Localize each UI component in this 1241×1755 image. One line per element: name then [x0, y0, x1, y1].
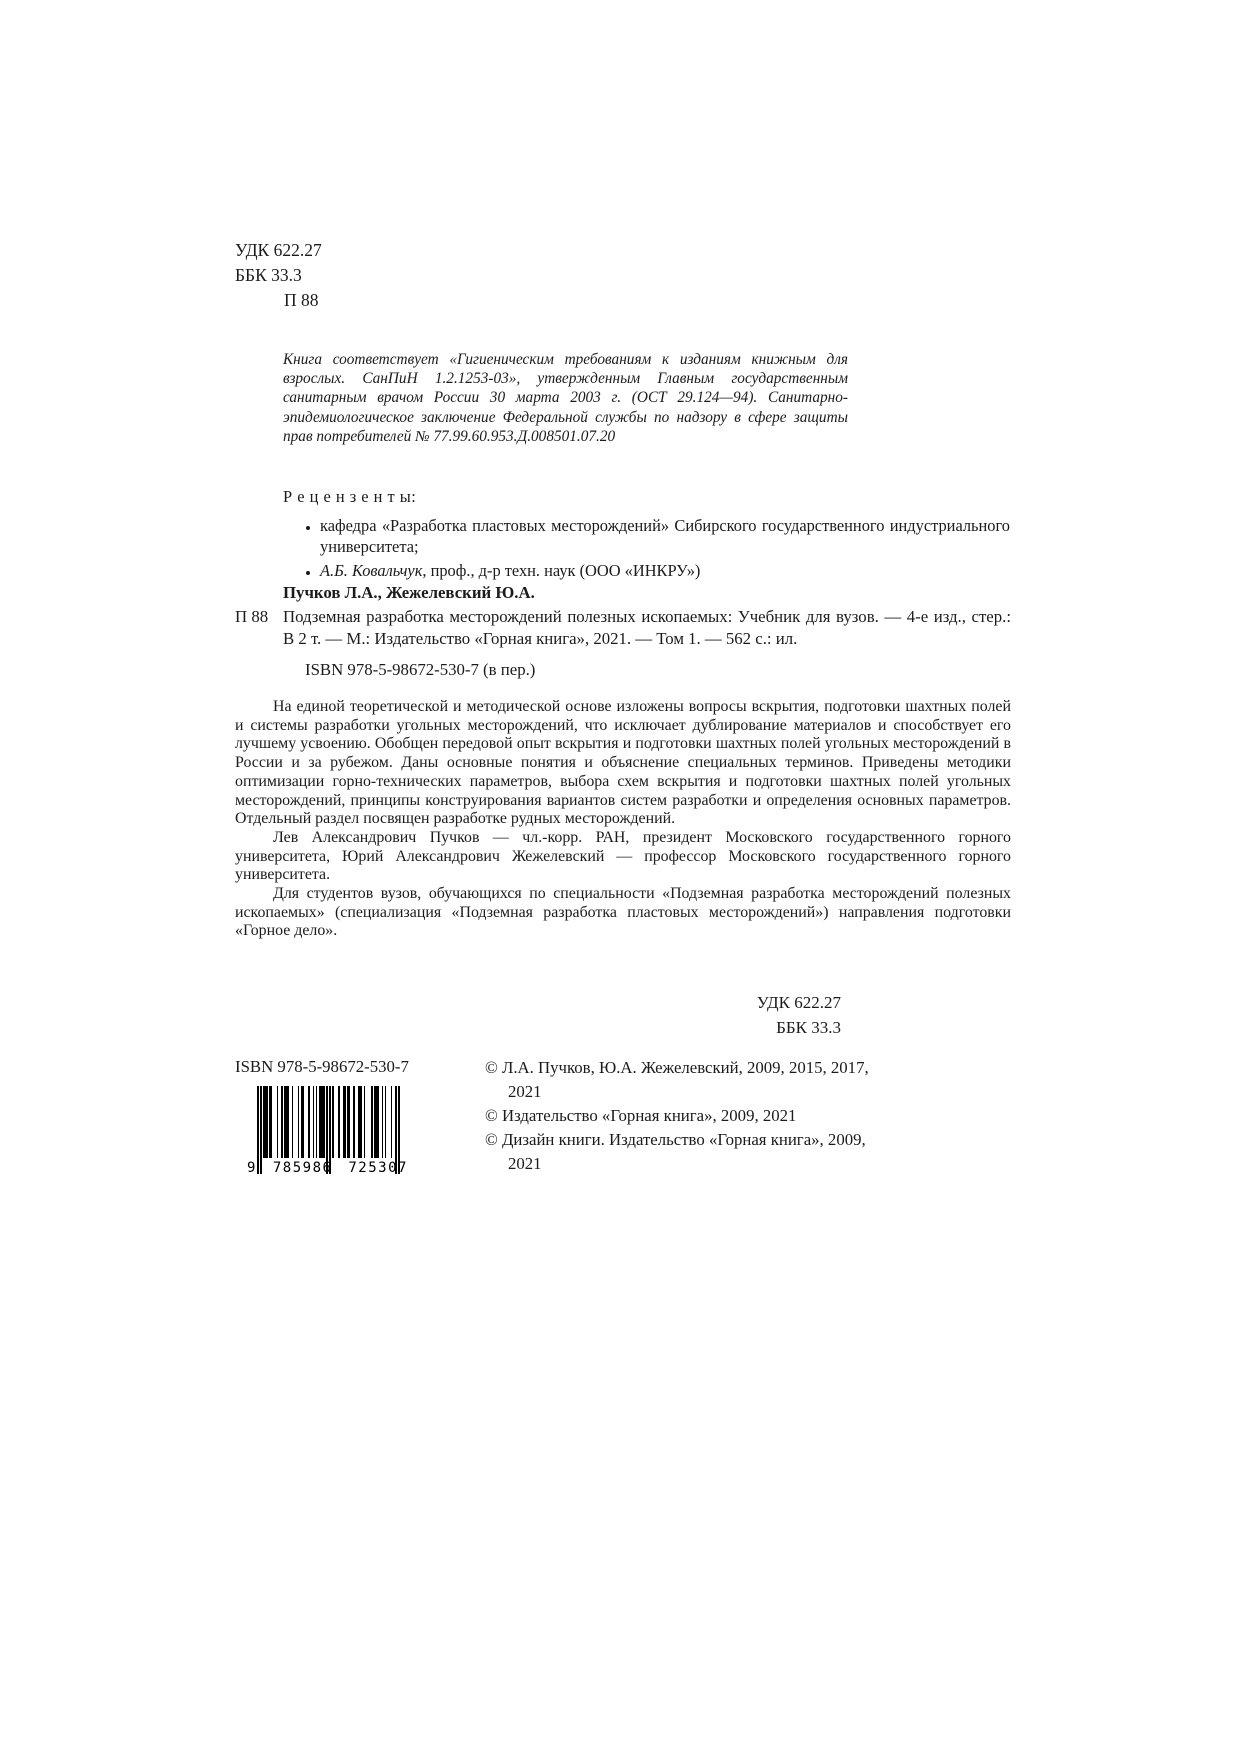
annotation-paragraph: На единой теоретической и методической основе изложены вопросы вскрытия, подготовки шахтных полей и системы разработки угольных месторождений, что исключает дублирование материалов и способствует его лучшему усвоению. Обобщен передовой опыт вскрытия и подготовки шахтных полей угольных месторождений в России и за рубежом. Даны основные понятия и объяснение специальных терминов. Приведены методики оптимизации горно-технических параметров, выбора схем вскрытия и подготовки шахтных полей угольных месторождений, принципы конструирования вариантов систем разработки и определения основных параметров. Отдельный раздел посвящен разработке рудных месторождений.: [235, 698, 1011, 828]
sanitary-compliance-notice: Книга соответствует «Гигиеническим требованиям к изданиям книжным для взрослых. СанПиН 1.2.1253-03», утвержденным Главным государственным санитарным врачом России 30 марта 2003 г. (ОСТ 29.124—94). Санитарно-эпидемиологическое заключение Федеральной службы по надзору в сфере защиты прав потребителей № 77.99.60.953.Д.008501.07.20: [283, 351, 848, 445]
copyright-block: [485, 1056, 877, 1182]
isbn-block: [235, 1056, 485, 1182]
isbn-number: ISBN 978-5-98672-530-7: [235, 1057, 409, 1076]
imprint-section: [235, 1056, 1015, 1182]
reviewers-section: [283, 486, 1010, 584]
annotation-paragraph: Лев Александрович Пучков — чл.-корр. РАН, президент Московского государственного горного университета, Юрий Александрович Жежелевский — профессор Московского государственного горного университета.: [235, 828, 1011, 884]
isbn-barcode: [247, 1086, 413, 1182]
copyright-line: © Издательство «Горная книга», 2009, 2021: [485, 1106, 797, 1125]
reviewers-list: [306, 515, 1010, 581]
reviewer-item: • кафедра «Разработка пластовых месторождений» Сибирского государственного индустриального университета;: [320, 515, 1010, 557]
reviewer-credentials: , проф., д-р техн. наук (ООО «ИНКРУ»): [422, 561, 701, 580]
reviewers-heading: Р е ц е н з е н т ы:: [283, 487, 417, 506]
udk-code: УДК 622.27: [756, 993, 841, 1012]
annotation: [235, 698, 1011, 941]
copyright-line: © Л.А. Пучков, Ю.А. Жежелевский, 2009, 2015, 2017, 2021: [485, 1058, 869, 1101]
udk-code: УДК 622.27: [235, 240, 322, 260]
author-sign-code: П 88: [284, 290, 319, 310]
copyright-line: © Дизайн книги. Издательство «Горная книга», 2009, 2021: [485, 1130, 866, 1173]
reviewer-name: А.Б. Ковальчук: [320, 561, 423, 580]
isbn-barcode-digits: 9 785986 725307: [247, 1160, 408, 1176]
bibliographic-text: Подземная разработка месторождений полезных ископаемых: Учебник для вузов. — 4-е изд., стер.: В 2 т. — М.: Издательство «Горная книга», 2021. — Том 1. — 562 с.: ил.: [283, 607, 1011, 648]
authors-line: Пучков Л.А., Жежелевский Ю.А.: [283, 583, 535, 602]
classification-codes: [235, 238, 322, 313]
bbk-code: ББК 33.3: [235, 265, 302, 285]
isbn-line: ISBN 978-5-98672-530-7 (в пер.): [305, 660, 536, 679]
footer-classification-codes: [235, 990, 1011, 1040]
annotation-paragraph: Для студентов вузов, обучающихся по специальности «Подземная разработка месторождений полезных ископаемых» (специализация «Подземная разработка пластовых месторождений») направления подготовки «Горное дело».: [235, 885, 1011, 940]
author-sign-code: П 88: [235, 607, 269, 626]
catalog-card: [235, 582, 1011, 681]
reviewer-item: [320, 560, 1010, 581]
bibliographic-entry: [235, 606, 1011, 650]
bbk-code: ББК 33.3: [776, 1018, 841, 1037]
